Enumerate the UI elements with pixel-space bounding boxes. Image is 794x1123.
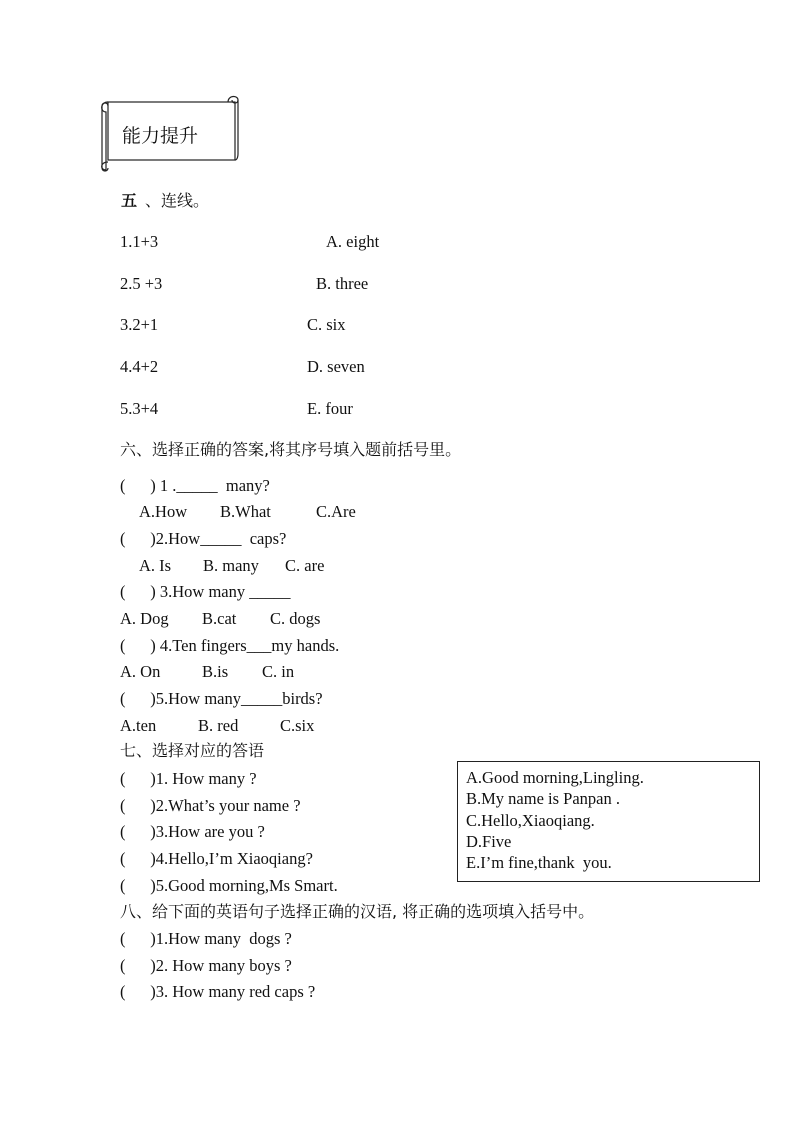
q6-3-option-a: A. Dog — [120, 609, 169, 628]
q6-4-option-b: B.is — [202, 662, 229, 681]
section8-heading: 八、给下面的英语句子选择正确的汉语, 将正确的选项填入括号中。 — [120, 902, 595, 921]
match-right-5: E. four — [307, 399, 353, 418]
q7-3: ( )3.How are you ? — [120, 822, 265, 841]
match-right-1: A. eight — [326, 232, 380, 251]
q6-2-option-c: C. are — [285, 556, 325, 575]
section5-heading: 、连线。 — [145, 191, 210, 210]
answer-options-box — [457, 761, 760, 882]
q6-1-option-b: B.What — [220, 502, 271, 521]
q6-1-option-a: A.How — [139, 502, 188, 521]
q6-5-option-a: A.ten — [120, 716, 157, 735]
q7-5: ( )5.Good morning,Ms Smart. — [120, 876, 338, 895]
q6-3-stem: ( ) 3.How many _____ — [120, 582, 291, 601]
q7-1: ( )1. How many ? — [120, 769, 257, 788]
match-right-4: D. seven — [307, 357, 365, 376]
q6-5-option-c: C.six — [280, 716, 315, 735]
q6-5-option-b: B. red — [198, 716, 239, 735]
answer-option-a: A.Good morning,Lingling. — [466, 768, 644, 787]
section7-heading: 七、选择对应的答语 — [120, 741, 265, 760]
q6-2-option-b: B. many — [203, 556, 259, 575]
q6-4-option-c: C. in — [262, 662, 295, 681]
match-right-3: C. six — [307, 315, 346, 334]
q6-4-option-a: A. On — [120, 662, 161, 681]
q7-4: ( )4.Hello,I’m Xiaoqiang? — [120, 849, 313, 868]
q6-5-stem: ( )5.How many_____birds? — [120, 689, 323, 708]
match-left-1: 1.1+3 — [120, 232, 159, 251]
section6-heading: 六、选择正确的答案,将其序号填入题前括号里。 — [120, 440, 462, 459]
q6-1-stem: ( ) 1 ._____ many? — [120, 476, 270, 495]
q6-3-option-b: B.cat — [202, 609, 237, 628]
match-right-2: B. three — [316, 274, 369, 293]
match-left-4: 4.4+2 — [120, 357, 159, 376]
q6-2-stem: ( )2.How_____ caps? — [120, 529, 287, 548]
q6-1-option-c: C.Are — [316, 502, 356, 521]
match-left-2: 2.5 +3 — [120, 274, 163, 293]
q8-2: ( )2. How many boys ? — [120, 956, 292, 975]
q6-2-option-a: A. Is — [139, 556, 172, 575]
answer-option-e: E.I’m fine,thank you. — [466, 853, 612, 872]
answer-option-b: B.My name is Panpan . — [466, 789, 620, 808]
answer-option-d: D.Five — [466, 832, 512, 851]
q7-2: ( )2.What’s your name ? — [120, 796, 301, 815]
q8-1: ( )1.How many dogs ? — [120, 929, 292, 948]
q8-3: ( )3. How many red caps ? — [120, 982, 316, 1001]
match-left-5: 5.3+4 — [120, 399, 159, 418]
match-left-3: 3.2+1 — [120, 315, 159, 334]
q6-3-option-c: C. dogs — [270, 609, 321, 628]
badge-title: 能力提升 — [122, 125, 199, 147]
answer-option-c: C.Hello,Xiaoqiang. — [466, 811, 595, 830]
q6-4-stem: ( ) 4.Ten fingers___my hands. — [120, 636, 340, 655]
section5-heading-number: 五 — [121, 191, 138, 210]
